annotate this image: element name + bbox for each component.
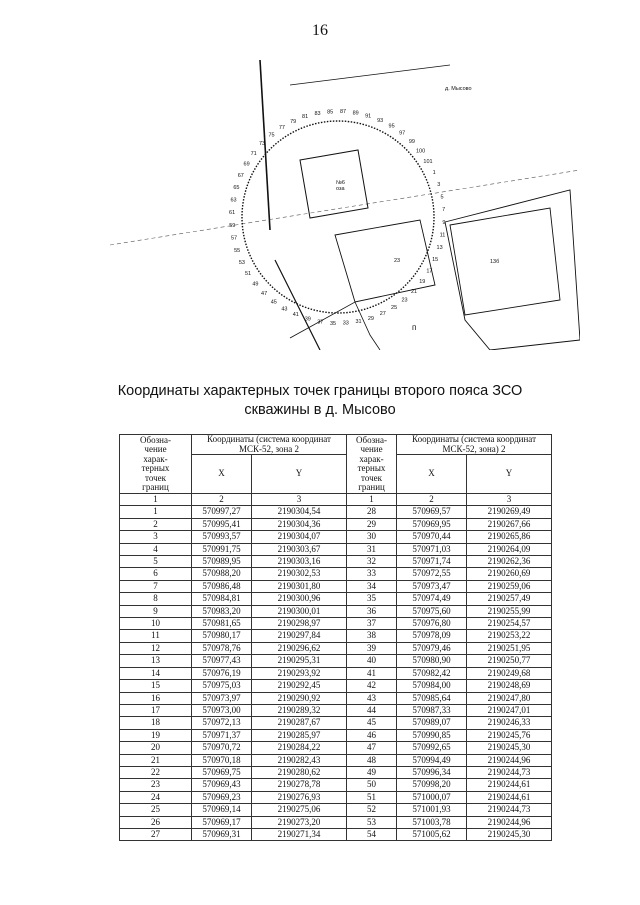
table-row [120,543,552,555]
point-label: 65 [233,184,240,191]
plot-outline [335,220,435,302]
x-coordinate-cell: 570979,46 [397,642,467,654]
point-number-cell: 50 [347,779,397,791]
x-coordinate-cell: 570972,13 [192,717,252,729]
point-number-cell: 37 [347,618,397,630]
point-number-cell: 33 [347,568,397,580]
y-coordinate-cell: 2190264,09 [467,543,552,555]
point-label: 59 [229,222,236,229]
x-coordinate-cell: 570982,42 [397,667,467,679]
point-number-cell: 29 [347,518,397,530]
y-coordinate-cell: 2190265,86 [467,531,552,543]
x-header-right: X [397,455,467,494]
plot-line [290,65,450,85]
y-coordinate-cell: 2190250,77 [467,655,552,667]
point-label: 81 [302,114,309,121]
x-coordinate-cell: 570978,76 [192,642,252,654]
y-coordinate-cell: 2190293,92 [252,667,347,679]
village-label: д. Мысово [445,86,472,92]
point-label: 85 [327,109,334,116]
table-row [120,593,552,605]
point-number-cell: 17 [120,704,192,716]
x-coordinate-cell: 570969,17 [192,816,252,828]
point-number-cell: 41 [347,667,397,679]
col-number: 1 [120,494,192,506]
y-coordinate-cell: 2190247,01 [467,704,552,716]
building-left-label: №6 оза [336,180,345,192]
point-label: 1 [432,170,436,177]
point-label: 35 [329,320,337,327]
point-label: 67 [237,172,244,179]
table-row [120,717,552,729]
point-label: 55 [234,247,241,254]
point-label: 57 [230,235,238,242]
table-row [120,580,552,592]
point-label: 3 [437,182,441,189]
x-coordinate-cell: 570969,95 [397,518,467,530]
point-number-cell: 13 [120,655,192,667]
x-coordinate-cell: 570998,20 [397,779,467,791]
y-header: Y [252,455,347,494]
x-coordinate-cell: 571005,62 [397,828,467,840]
point-label: 99 [408,139,415,145]
y-coordinate-cell: 2190304,36 [252,518,347,530]
point-label: 83 [314,111,321,117]
point-label: 41 [292,312,299,319]
point-label: 75 [268,132,275,139]
point-number-cell: 51 [347,791,397,803]
point-number-cell: 44 [347,704,397,716]
point-label: 33 [342,320,349,327]
point-number-cell: 32 [347,556,397,568]
y-coordinate-cell: 2190300,01 [252,605,347,617]
table-row [120,766,552,778]
table-row [120,531,552,543]
point-label: 5 [440,194,444,201]
coordinates-header-right: Координаты (система координат МСК-52, зона) 2 [397,435,552,455]
y-coordinate-cell: 2190296,62 [252,642,347,654]
table-row [120,779,552,791]
y-coordinate-cell: 2190262,36 [467,556,552,568]
x-coordinate-cell: 570987,33 [397,704,467,716]
point-number-cell: 49 [347,766,397,778]
point-label: 53 [238,259,245,266]
x-coordinate-cell: 570969,75 [192,766,252,778]
point-number-cell: 53 [347,816,397,828]
table-row [120,704,552,716]
plot-label: 23 [394,258,401,264]
y-coordinate-cell: 2190304,07 [252,531,347,543]
y-coordinate-cell: 2190295,31 [252,655,347,667]
x-coordinate-cell: 571003,78 [397,816,467,828]
point-label: 7 [442,207,446,214]
point-label: 37 [317,319,324,326]
y-coordinate-cell: 2190245,30 [467,828,552,840]
point-number-cell: 43 [347,692,397,704]
y-coordinate-cell: 2190245,76 [467,729,552,741]
point-number-cell: 45 [347,717,397,729]
point-number-cell: 20 [120,742,192,754]
table-row [120,518,552,530]
point-number-cell: 3 [120,531,192,543]
point-number-cell: 18 [120,717,192,729]
point-number-cell: 30 [347,531,397,543]
point-label: 23 [401,297,408,304]
x-coordinate-cell: 570969,14 [192,804,252,816]
x-coordinate-cell: 570992,65 [397,742,467,754]
x-coordinate-cell: 570970,44 [397,531,467,543]
y-coordinate-cell: 2190247,80 [467,692,552,704]
x-header: X [192,455,252,494]
x-coordinate-cell: 571001,93 [397,804,467,816]
table-row [120,816,552,828]
point-number-cell: 54 [347,828,397,840]
point-label: 77 [278,125,285,131]
point-number-cell: 22 [120,766,192,778]
y-coordinate-cell: 2190271,34 [252,828,347,840]
point-number-cell: 35 [347,593,397,605]
y-coordinate-cell: 2190269,49 [467,506,552,518]
x-coordinate-cell: 570980,90 [397,655,467,667]
x-coordinate-cell: 570973,00 [192,704,252,716]
y-coordinate-cell: 2190285,97 [252,729,347,741]
point-number-cell: 39 [347,642,397,654]
point-label: 27 [379,311,386,318]
table-row [120,556,552,568]
y-coordinate-cell: 2190255,99 [467,605,552,617]
point-label: 39 [304,316,311,323]
building-right [450,208,560,315]
table-row [120,729,552,741]
point-label: 69 [243,161,250,168]
y-coordinate-cell: 2190297,84 [252,630,347,642]
y-coordinate-cell: 2190289,32 [252,704,347,716]
y-coordinate-cell: 2190280,62 [252,766,347,778]
point-number-cell: 19 [120,729,192,741]
y-coordinate-cell: 2190275,06 [252,804,347,816]
road-letter: п [412,323,417,332]
x-coordinate-cell: 570984,00 [397,680,467,692]
y-coordinate-cell: 2190284,22 [252,742,347,754]
y-coordinate-cell: 2190303,67 [252,543,347,555]
table-row [120,667,552,679]
y-coordinate-cell: 2190290,92 [252,692,347,704]
x-coordinate-cell: 570976,19 [192,667,252,679]
y-coordinate-cell: 2190257,49 [467,593,552,605]
col-number: 3 [252,494,347,506]
y-coordinate-cell: 2190301,80 [252,580,347,592]
y-coordinate-cell: 2190244,61 [467,791,552,803]
x-coordinate-cell: 570969,23 [192,791,252,803]
point-label: 29 [367,315,374,322]
y-coordinate-cell: 2190251,95 [467,642,552,654]
point-designation-header-right: Обозна- чение харак- терных точек границ [347,435,397,494]
point-number-cell: 38 [347,630,397,642]
point-label: 89 [352,110,359,117]
point-number-cell: 10 [120,618,192,630]
point-label: 79 [290,118,297,125]
point-label: 73 [258,141,266,148]
y-coordinate-cell: 2190244,73 [467,804,552,816]
table-row [120,630,552,642]
y-coordinate-cell: 2190302,53 [252,568,347,580]
table-row [120,692,552,704]
building-left [300,150,368,218]
x-coordinate-cell: 570985,64 [397,692,467,704]
point-number-cell: 4 [120,543,192,555]
table-row [120,506,552,518]
x-coordinate-cell: 570974,49 [397,593,467,605]
x-coordinate-cell: 570972,55 [397,568,467,580]
col-number: 2 [192,494,252,506]
y-coordinate-cell: 2190282,43 [252,754,347,766]
point-number-cell: 5 [120,556,192,568]
table-row [120,642,552,654]
point-label: 9 [442,220,446,226]
y-coordinate-cell: 2190278,78 [252,779,347,791]
heading-line-1: Координаты характерных точек границы второго пояса ЗСО [117,383,523,399]
x-coordinate-cell: 570973,47 [397,580,467,592]
y-coordinate-cell: 2190248,69 [467,680,552,692]
point-number-cell: 46 [347,729,397,741]
y-coordinate-cell: 2190304,54 [252,506,347,518]
coordinates-header: Координаты (система координат МСК-52, зона 2 [192,435,347,455]
point-number-cell: 26 [120,816,192,828]
x-coordinate-cell: 570971,03 [397,543,467,555]
x-coordinate-cell: 570969,57 [397,506,467,518]
y-coordinate-cell: 2190292,45 [252,680,347,692]
y-coordinate-cell: 2190244,96 [467,754,552,766]
x-coordinate-cell: 570971,37 [192,729,252,741]
y-coordinate-cell: 2190245,30 [467,742,552,754]
x-coordinate-cell: 570978,09 [397,630,467,642]
point-number-cell: 15 [120,680,192,692]
x-coordinate-cell: 570980,17 [192,630,252,642]
table-row [120,618,552,630]
point-number-cell: 40 [347,655,397,667]
point-number-cell: 21 [120,754,192,766]
point-number-cell: 1 [120,506,192,518]
y-coordinate-cell: 2190259,06 [467,580,552,592]
point-number-cell: 7 [120,580,192,592]
y-coordinate-cell: 2190298,97 [252,618,347,630]
point-number-cell: 8 [120,593,192,605]
point-label: 100 [416,148,426,155]
table-heading [0,382,640,420]
y-header-right: Y [467,455,552,494]
point-label: 21 [410,288,418,295]
site-plan-map [110,50,580,350]
point-number-cell: 27 [120,828,192,840]
point-number-cell: 31 [347,543,397,555]
x-coordinate-cell: 570993,57 [192,531,252,543]
x-coordinate-cell: 570989,07 [397,717,467,729]
point-number-cell: 23 [120,779,192,791]
col-number: 1 [347,494,397,506]
point-label: 25 [391,305,398,311]
point-label: 101 [423,158,433,165]
y-coordinate-cell: 2190244,96 [467,816,552,828]
point-number-cell: 52 [347,804,397,816]
point-number-cell: 12 [120,642,192,654]
point-label: 49 [252,281,259,288]
point-number-cell: 34 [347,580,397,592]
x-coordinate-cell: 571000,07 [397,791,467,803]
table-row [120,655,552,667]
road-line-2 [275,260,320,350]
point-label: 93 [377,117,384,124]
x-coordinate-cell: 570976,80 [397,618,467,630]
table-row [120,754,552,766]
x-coordinate-cell: 570995,41 [192,518,252,530]
y-coordinate-cell: 2190303,16 [252,556,347,568]
y-coordinate-cell: 2190287,67 [252,717,347,729]
x-coordinate-cell: 570981,65 [192,618,252,630]
point-number-cell: 11 [120,630,192,642]
x-coordinate-cell: 570990,85 [397,729,467,741]
x-coordinate-cell: 570969,43 [192,779,252,791]
y-coordinate-cell: 2190254,57 [467,618,552,630]
point-label: 63 [230,197,237,204]
y-coordinate-cell: 2190253,22 [467,630,552,642]
x-coordinate-cell: 570994,49 [397,754,467,766]
point-label: 31 [355,319,362,325]
point-number-cell: 42 [347,680,397,692]
point-label: 47 [261,291,268,297]
table-row [120,680,552,692]
building-right-label: 13б [490,259,500,265]
y-coordinate-cell: 2190260,69 [467,568,552,580]
point-label: 61 [229,210,236,216]
col-number: 2 [397,494,467,506]
x-coordinate-cell: 570970,18 [192,754,252,766]
point-number-cell: 16 [120,692,192,704]
heading-line-2: скважины в д. Мысово [244,402,396,418]
x-coordinate-cell: 570986,48 [192,580,252,592]
table-row [120,828,552,840]
point-designation-header: Обозна- чение харак- терных точек границ [120,435,192,494]
x-coordinate-cell: 570975,60 [397,605,467,617]
x-coordinate-cell: 570989,95 [192,556,252,568]
coordinates-table-body [120,506,552,841]
point-label: 91 [365,113,372,120]
point-label: 45 [270,299,277,306]
x-coordinate-cell: 570997,27 [192,506,252,518]
point-number-cell: 2 [120,518,192,530]
x-coordinate-cell: 570975,03 [192,680,252,692]
point-label: 17 [426,268,433,275]
col-number: 3 [467,494,552,506]
point-label: 95 [388,123,395,130]
table-row [120,605,552,617]
x-coordinate-cell: 570984,81 [192,593,252,605]
y-coordinate-cell: 2190244,73 [467,766,552,778]
y-coordinate-cell: 2190267,66 [467,518,552,530]
point-label: 87 [339,109,347,116]
point-label: 11 [439,232,446,239]
point-label: 15 [432,257,439,264]
point-number-cell: 6 [120,568,192,580]
y-coordinate-cell: 2190300,96 [252,593,347,605]
point-label: 13 [436,245,443,252]
point-label: 43 [281,306,288,313]
x-coordinate-cell: 570988,20 [192,568,252,580]
point-number-cell: 36 [347,605,397,617]
y-coordinate-cell: 2190273,20 [252,816,347,828]
point-label: 97 [399,130,406,137]
table-row [120,791,552,803]
point-labels [229,109,445,327]
x-coordinate-cell: 570991,75 [192,543,252,555]
point-number-cell: 48 [347,754,397,766]
point-label: 51 [244,271,252,278]
y-coordinate-cell: 2190244,61 [467,779,552,791]
page-number: 16 [312,22,328,39]
table-row [120,742,552,754]
x-coordinate-cell: 570971,74 [397,556,467,568]
point-number-cell: 28 [347,506,397,518]
y-coordinate-cell: 2190249,68 [467,667,552,679]
x-coordinate-cell: 570983,20 [192,605,252,617]
x-coordinate-cell: 570970,72 [192,742,252,754]
point-label: 71 [250,150,257,157]
y-coordinate-cell: 2190246,33 [467,717,552,729]
x-coordinate-cell: 570996,34 [397,766,467,778]
coordinates-table [119,434,552,841]
x-coordinate-cell: 570969,31 [192,828,252,840]
x-coordinate-cell: 570973,97 [192,692,252,704]
point-number-cell: 24 [120,791,192,803]
table-row [120,568,552,580]
point-number-cell: 25 [120,804,192,816]
point-number-cell: 14 [120,667,192,679]
point-number-cell: 47 [347,742,397,754]
point-label: 19 [419,279,426,286]
point-number-cell: 9 [120,605,192,617]
y-coordinate-cell: 2190276,93 [252,791,347,803]
table-row [120,804,552,816]
x-coordinate-cell: 570977,43 [192,655,252,667]
dashed-boundary-line [110,170,580,245]
